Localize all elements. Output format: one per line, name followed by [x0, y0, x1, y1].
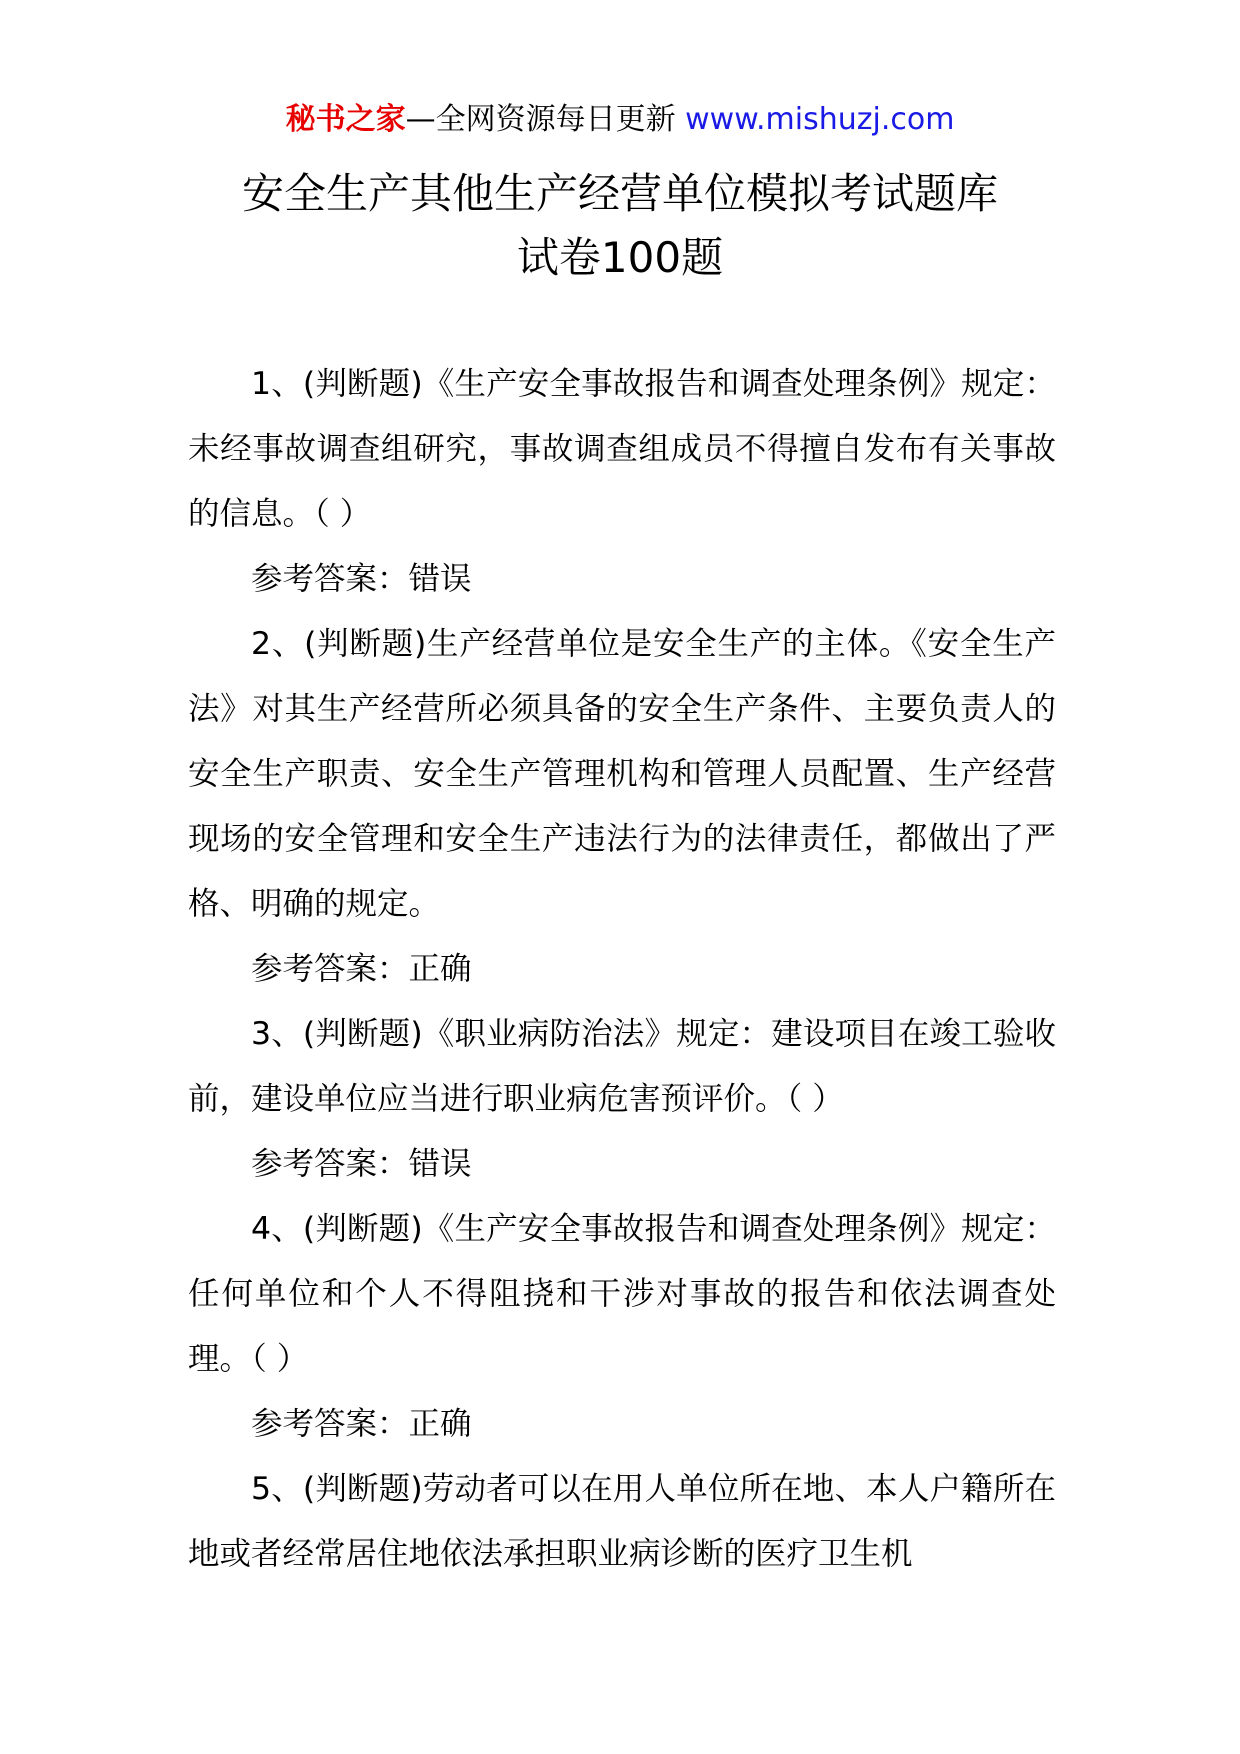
question-5-text: 5、(判断题)劳动者可以在用人单位所在地、本人户籍所在地或者经常居住地依法承担职业病诊断的医疗卫生机: [188, 1471, 1056, 1572]
question-4-text: 4、(判断题)《生产安全事故报告和调查处理条例》规定：任何单位和个人不得阻挠和干涉对事故的报告和依法调查处理。（ ）: [188, 1211, 1056, 1377]
question-4-answer: 参考答案：正确: [251, 1406, 472, 1442]
question-list: [188, 352, 1056, 1587]
site-header: [0, 100, 1240, 140]
header-slogan: —全网资源每日更新: [405, 102, 676, 137]
question-1-text: 1、(判断题)《生产安全事故报告和调查处理条例》规定：未经事故调查组研究，事故调查组成员不得擅自发布有关事故的信息。（ ）: [188, 366, 1056, 532]
title-line-1: 安全生产其他生产经营单位模拟考试题库: [241, 169, 998, 218]
brand-name: 秘书之家: [285, 102, 406, 137]
question-2-text: 2、(判断题)生产经营单位是安全生产的主体。《安全生产法》对其生产经营所必须具备的安全生产条件、主要负责人的安全生产职责、安全生产管理机构和管理人员配置、生产经营现场的安全管理和安全生产违法行为的法律责任，都做出了严格、明确的规定。: [188, 626, 1056, 922]
question-3-text: 3、(判断题)《职业病防治法》规定：建设项目在竣工验收前，建设单位应当进行职业病危害预评价。（ ）: [188, 1016, 1056, 1117]
question-2-answer: 参考答案：正确: [251, 951, 472, 987]
site-url-link[interactable]: www.mishuzj.com: [685, 102, 955, 137]
document-title: [0, 162, 1240, 290]
question-3-answer: 参考答案：错误: [251, 1146, 472, 1182]
question-1-answer: 参考答案：错误: [251, 561, 472, 597]
title-line-2: 试卷100题: [516, 233, 724, 282]
